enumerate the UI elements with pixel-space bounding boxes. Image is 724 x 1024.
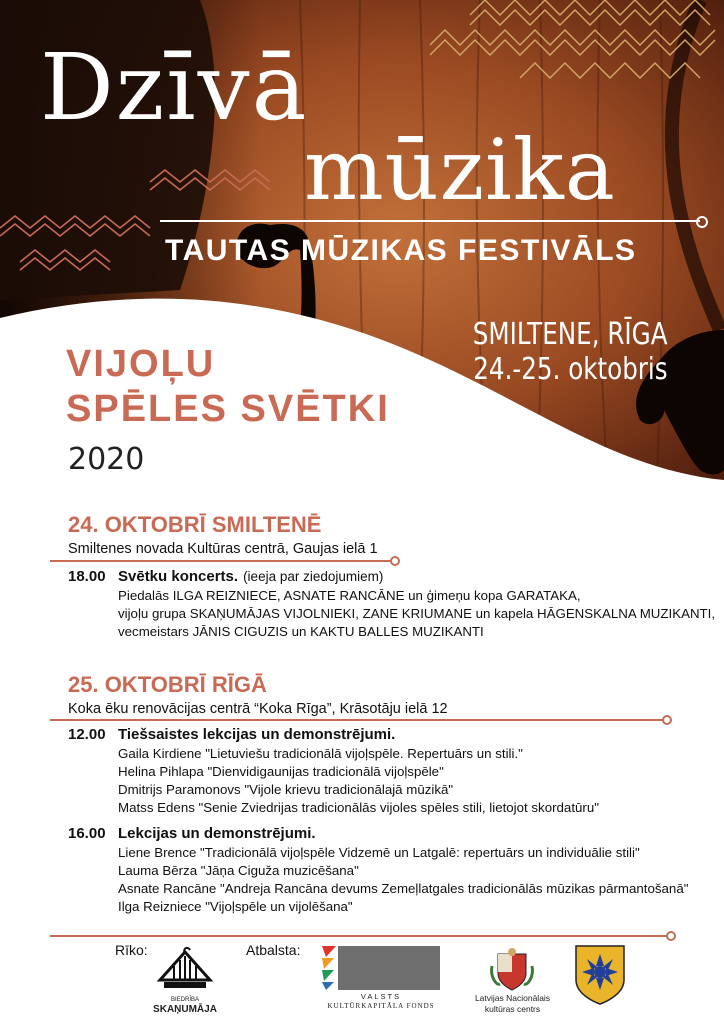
session-line: Asnate Rancāne "Andreja Rancāna devums Zemeļlatgales tradicionālās mūzikas pārmantošanā": [118, 881, 689, 896]
session-header: [68, 726, 599, 745]
session-line: Ilga Reizniece "Vijoļspēle un vijolēšana": [118, 899, 353, 914]
session-line: Gaila Kirdiene "Lietuviešu tradicionālā vijoļspēle. Repertuārs un stili.": [118, 746, 523, 761]
location-block: [473, 318, 668, 387]
session-title: Lekcijas un demonstrējumi.: [118, 825, 316, 842]
session-line: Lauma Bērza "Jāņa Ciguža muzicēšana": [118, 863, 359, 878]
concert-line: vecmeistars JĀNIS CIGUZIS un KAKTU BALLES MUZIKANTI: [118, 624, 484, 639]
location-cities: SMILTENE, RĪGA: [473, 317, 668, 352]
skanumaja-text: SKAŅUMĀJA: [153, 1004, 217, 1015]
smiltene-coat-of-arms-icon: [574, 944, 626, 1006]
concert-line: vijoļu grupa SKAŅUMĀJAS VIJOLNIEKI, ZANE KRIUMANE un kapela HĀGENSKALNA MUZIKANTI,: [118, 606, 716, 621]
vkkf-logo-icon: [322, 946, 440, 992]
event-name-line-1: VIJOĻU: [66, 343, 216, 385]
session-time: 16.00: [68, 825, 106, 842]
lnkc-text-1: Latvijas Nacionālais: [474, 993, 551, 1003]
skanumaja-logo-icon: [154, 946, 216, 996]
concert-title: Svētku koncerts.: [118, 568, 239, 585]
separator-dot: [662, 715, 672, 725]
session-line: Matss Edens "Senie Zviedrijas tradicionālās vijoles spēles stili, lietojot skordatūru": [118, 800, 599, 815]
day2-heading: 25. OKTOBRĪ RĪGĀ: [68, 672, 267, 697]
title-line-1: Dzīvā: [40, 34, 309, 141]
day1-venue: Smiltenes novada Kultūras centrā, Gaujas ielā 1: [68, 541, 378, 557]
festival-subtitle: TAUTAS MŪZIKAS FESTIVĀLS: [165, 234, 637, 267]
day2-venue: Koka ēku renovācijas centrā “Koka Rīga”, Krāsotāju ielā 12: [68, 701, 448, 717]
concert-header: [68, 568, 715, 587]
separator-dot: [390, 556, 400, 566]
vkkf-text-1: VALSTS: [360, 992, 402, 1001]
session-header: [68, 825, 688, 844]
footer-separator: [50, 935, 670, 937]
skanumaja-top-text: BIEDRĪBA: [170, 997, 199, 1003]
day2-separator: [50, 719, 666, 721]
title-rule: [160, 220, 700, 222]
session-line: Helina Pihlapa "Dienvidigaunijas tradicionālā vijoļspēle": [118, 764, 444, 779]
day1-concert: [68, 568, 715, 641]
day1-separator: [50, 560, 394, 562]
separator-dot: [666, 931, 676, 941]
location-dates: 24.-25. oktobris: [473, 351, 668, 387]
concert-note: (ieeja par ziedojumiem): [243, 569, 384, 584]
concert-line: Piedalās ILGA REIZNIECE, ASNATE RANCĀNE un ģimeņu kopa GARATAKA,: [118, 588, 581, 603]
day2-session-1: [68, 726, 599, 817]
session-time: 12.00: [68, 726, 106, 743]
event-name-line-2: SPĒLES SVĒTKI: [66, 387, 390, 430]
coat-of-arms-icon: [490, 946, 534, 992]
session-line: Dmitrijs Paramonovs "Vijole krievu tradicionālajā mūzikā": [118, 782, 454, 797]
title-line-2: mūzika: [304, 121, 616, 219]
vkkf-text-2: KULTŪRKAPITĀLA FONDS: [327, 1002, 435, 1010]
day1-heading: 24. OKTOBRĪ SMILTENĒ: [68, 512, 322, 537]
event-name: [66, 342, 390, 432]
organizer-label: Rīko:: [115, 942, 148, 958]
session-title: Tiešsaistes lekcijas un demonstrējumi.: [118, 726, 396, 743]
day2-session-2: [68, 825, 688, 916]
session-line: Liene Brence "Tradicionālā vijoļspēle Vidzemē un Latgalē: repertuārs un individuālie stili": [118, 845, 640, 860]
support-label: Atbalsta:: [246, 942, 301, 958]
lnkc-text-2: kultūras centrs: [484, 1004, 541, 1014]
event-year: 2020: [68, 442, 145, 477]
concert-time: 18.00: [68, 568, 106, 585]
